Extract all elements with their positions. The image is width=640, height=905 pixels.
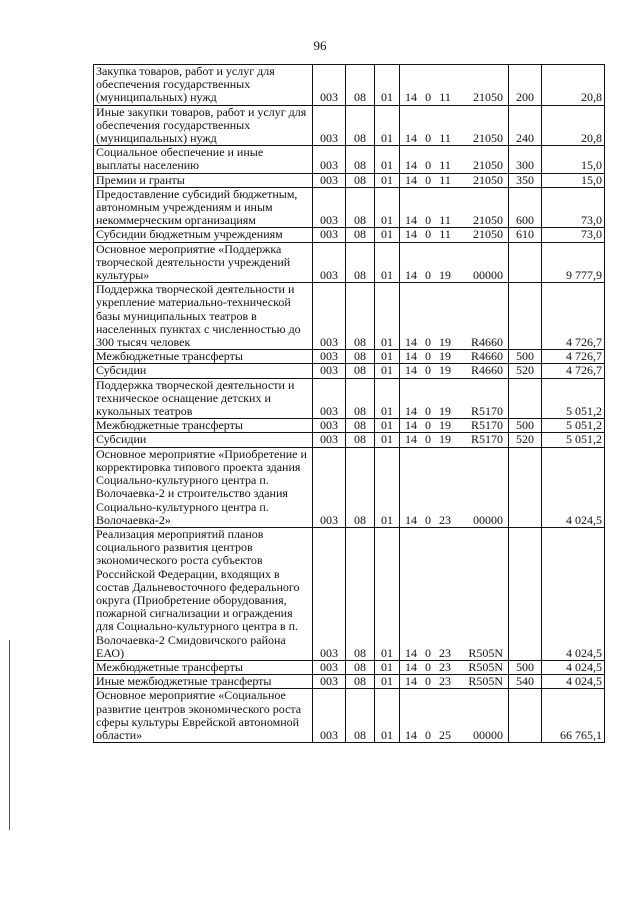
code-part: 14 [405, 432, 417, 447]
code-part: 19 [439, 349, 451, 364]
target-article-cell [400, 242, 509, 283]
razdel-cell: 08 [346, 675, 375, 689]
code-part: R5170 [470, 432, 503, 447]
row-name-cell: Межбюджетные трансферты [94, 350, 313, 364]
table-row [94, 689, 605, 743]
code-part: 21050 [472, 90, 503, 105]
code-part: 14 [405, 349, 417, 364]
target-article-cell [400, 660, 509, 674]
podrazdel-cell: 01 [375, 173, 400, 187]
ved-cell: 003 [313, 419, 346, 433]
row-name-cell: Субсидии бюджетным учреждениям [94, 228, 313, 242]
table-row [94, 364, 605, 378]
sum-cell: 5 051,2 [542, 378, 605, 419]
code-part: R4660 [470, 349, 503, 364]
sum-cell: 20,8 [542, 105, 605, 146]
ved-cell: 003 [313, 283, 346, 350]
expense-type-cell [509, 689, 542, 743]
ved-cell: 003 [313, 527, 346, 660]
sum-cell: 4 726,7 [542, 364, 605, 378]
code-part: 19 [439, 418, 451, 433]
target-article-cell [400, 350, 509, 364]
table-row [94, 173, 605, 187]
ved-cell: 003 [313, 228, 346, 242]
ved-cell: 003 [313, 689, 346, 743]
target-article-cell [400, 675, 509, 689]
code-part: 19 [439, 335, 451, 350]
code-part: 14 [405, 158, 417, 173]
code-part: 11 [439, 131, 451, 146]
razdel-cell: 08 [346, 187, 375, 228]
code-part: 0 [425, 335, 431, 350]
target-article-code [402, 174, 506, 187]
page-number: 96 [313, 38, 327, 53]
sum-cell: 9 777,9 [542, 242, 605, 283]
code-part: 0 [425, 512, 431, 527]
code-part: 00000 [473, 727, 503, 742]
code-part: 0 [425, 172, 432, 187]
razdel-cell: 08 [346, 146, 375, 173]
code-part: 11 [439, 90, 451, 105]
code-part: 0 [425, 349, 431, 364]
table-row [94, 228, 605, 242]
ved-cell: 003 [313, 447, 346, 527]
ved-cell: 003 [313, 173, 346, 187]
razdel-cell: 08 [346, 660, 375, 674]
row-name-cell: Иные закупки товаров, работ и услуг для обеспечения государственных (муниципальных) нужд [94, 105, 313, 146]
target-article-cell [400, 187, 509, 228]
razdel-cell: 08 [346, 378, 375, 419]
podrazdel-cell: 01 [375, 242, 400, 283]
expense-type-cell: 520 [509, 364, 542, 378]
row-name-cell: Основное мероприятие «Социальное развитие центров экономического роста сферы культуры Еврейской автономной области» [94, 689, 313, 743]
target-article-cell [400, 364, 509, 378]
target-article-cell [400, 105, 509, 146]
code-part: 0 [425, 90, 432, 105]
razdel-cell: 08 [346, 228, 375, 242]
code-part: 11 [439, 227, 451, 242]
expense-type-cell: 300 [509, 146, 542, 173]
target-article-code [402, 675, 506, 688]
table-row [94, 419, 605, 433]
code-part: 19 [439, 432, 451, 447]
podrazdel-cell: 01 [375, 527, 400, 660]
code-part: 11 [439, 213, 451, 228]
code-part: R4660 [470, 363, 503, 378]
code-part: 14 [405, 727, 417, 742]
row-name-cell: Социальное обеспечение и иные выплаты населению [94, 146, 313, 173]
table-row [94, 187, 605, 228]
podrazdel-cell: 01 [375, 675, 400, 689]
target-article-cell [400, 65, 509, 106]
sum-cell: 4 024,5 [542, 675, 605, 689]
ved-cell: 003 [313, 675, 346, 689]
target-article-code [402, 214, 506, 227]
razdel-cell: 08 [346, 350, 375, 364]
target-article-code [402, 228, 506, 241]
sum-cell: 5 051,2 [542, 433, 605, 447]
target-article-code [402, 647, 506, 660]
ved-cell: 003 [313, 660, 346, 674]
podrazdel-cell: 01 [375, 378, 400, 419]
code-part: 21050 [472, 213, 503, 228]
row-name-cell: Реализация мероприятий планов социального развития центров экономического роста субъектов Российской Федерации, входящих в состав Дальневосточного федерального округа (Приобретение оборудования, пожарной сигнализации и ограждения для Социально-культурного центра в п. Волочаевка-2 Смидовичского района ЕАО) [94, 527, 313, 660]
margin-line [9, 640, 10, 830]
code-part: 11 [439, 172, 451, 187]
sum-cell: 4 024,5 [542, 527, 605, 660]
sum-cell: 4 024,5 [542, 447, 605, 527]
sum-cell: 4 024,5 [542, 660, 605, 674]
budget-table [93, 64, 605, 743]
target-article-cell [400, 433, 509, 447]
razdel-cell: 08 [346, 689, 375, 743]
target-article-code [402, 514, 506, 527]
target-article-cell [400, 378, 509, 419]
code-part: 14 [405, 213, 417, 228]
razdel-cell: 08 [346, 283, 375, 350]
code-part: 14 [405, 90, 417, 105]
row-name-cell: Закупка товаров, работ и услуг для обеспечения государственных (муниципальных) нужд [94, 65, 313, 106]
expense-type-cell [509, 378, 542, 419]
target-article-code [402, 91, 506, 104]
code-part: 14 [405, 363, 417, 378]
sum-cell: 5 051,2 [542, 419, 605, 433]
code-part: 21050 [472, 172, 503, 187]
code-part: 0 [425, 404, 431, 419]
code-part: 14 [405, 404, 417, 419]
expense-type-cell [509, 527, 542, 660]
expense-type-cell: 600 [509, 187, 542, 228]
row-name-cell: Субсидии [94, 364, 313, 378]
code-part: 19 [439, 404, 451, 419]
ved-cell: 003 [313, 433, 346, 447]
code-part: R505N [468, 674, 503, 689]
podrazdel-cell: 01 [375, 283, 400, 350]
target-article-cell [400, 419, 509, 433]
code-part: 0 [425, 727, 431, 742]
target-article-code [402, 364, 506, 377]
code-part: R5170 [470, 404, 503, 419]
code-part: 14 [405, 172, 417, 187]
expense-type-cell: 200 [509, 65, 542, 106]
razdel-cell: 08 [346, 447, 375, 527]
table-row [94, 65, 605, 106]
target-article-code [402, 269, 506, 282]
expense-type-cell: 500 [509, 350, 542, 364]
podrazdel-cell: 01 [375, 419, 400, 433]
razdel-cell: 08 [346, 242, 375, 283]
expense-type-cell: 500 [509, 419, 542, 433]
podrazdel-cell: 01 [375, 660, 400, 674]
sum-cell: 20,8 [542, 65, 605, 106]
row-name-cell: Межбюджетные трансферты [94, 660, 313, 674]
sum-cell: 73,0 [542, 187, 605, 228]
code-part: 14 [405, 512, 417, 527]
razdel-cell: 08 [346, 419, 375, 433]
target-article-code [402, 336, 506, 349]
row-name-cell: Предоставление субсидий бюджетным, автономным учреждениям и иным некоммерческим организациям [94, 187, 313, 228]
ved-cell: 003 [313, 350, 346, 364]
table-row [94, 378, 605, 419]
code-part: R505N [468, 645, 503, 660]
razdel-cell: 08 [346, 364, 375, 378]
code-part: 0 [425, 213, 432, 228]
target-article-code [402, 419, 506, 432]
podrazdel-cell: 01 [375, 187, 400, 228]
table-row [94, 433, 605, 447]
code-part: 23 [439, 645, 451, 660]
razdel-cell: 08 [346, 105, 375, 146]
razdel-cell: 08 [346, 173, 375, 187]
sum-cell: 66 765,1 [542, 689, 605, 743]
target-article-cell [400, 173, 509, 187]
ved-cell: 003 [313, 146, 346, 173]
target-article-code [402, 159, 506, 172]
code-part: 0 [425, 674, 431, 689]
table-row [94, 447, 605, 527]
code-part: 00000 [473, 512, 503, 527]
code-part: 0 [425, 363, 431, 378]
expense-type-cell: 540 [509, 675, 542, 689]
podrazdel-cell: 01 [375, 433, 400, 447]
row-name-cell: Основное мероприятие «Приобретение и корректировка типового проекта здания Социально-культурного центра п. Волочаевка-2 и строительство здания Социально-культурного центра п. Волочаевка-2» [94, 447, 313, 527]
code-part: R5170 [470, 418, 503, 433]
row-name-cell: Субсидии [94, 433, 313, 447]
razdel-cell: 08 [346, 527, 375, 660]
table-row [94, 283, 605, 350]
target-article-code [402, 661, 506, 674]
expense-type-cell: 350 [509, 173, 542, 187]
sum-cell: 4 726,7 [542, 350, 605, 364]
expense-type-cell [509, 242, 542, 283]
target-article-code [402, 433, 506, 446]
row-name-cell: Основное мероприятие «Поддержка творческой деятельности учреждений культуры» [94, 242, 313, 283]
table-row [94, 527, 605, 660]
code-part: 14 [405, 227, 417, 242]
sum-cell: 4 726,7 [542, 283, 605, 350]
code-part: 19 [439, 363, 451, 378]
razdel-cell: 08 [346, 65, 375, 106]
code-part: 0 [425, 227, 432, 242]
sum-cell: 15,0 [542, 173, 605, 187]
target-article-cell [400, 447, 509, 527]
expense-type-cell: 520 [509, 433, 542, 447]
podrazdel-cell: 01 [375, 65, 400, 106]
table-row [94, 660, 605, 674]
code-part: 14 [405, 131, 417, 146]
podrazdel-cell: 01 [375, 689, 400, 743]
target-article-code [402, 729, 506, 742]
code-part: 0 [425, 268, 431, 283]
podrazdel-cell: 01 [375, 105, 400, 146]
podrazdel-cell: 01 [375, 364, 400, 378]
code-part: 0 [425, 432, 431, 447]
code-part: 21050 [472, 131, 503, 146]
target-article-cell [400, 228, 509, 242]
code-part: 0 [425, 418, 431, 433]
expense-type-cell: 240 [509, 105, 542, 146]
table-row [94, 675, 605, 689]
row-name-cell: Премии и гранты [94, 173, 313, 187]
code-part: 00000 [473, 268, 503, 283]
target-article-code [402, 405, 506, 418]
code-part: 14 [405, 268, 417, 283]
code-part: 14 [405, 418, 417, 433]
ved-cell: 003 [313, 105, 346, 146]
target-article-code [402, 350, 506, 363]
code-part: 0 [425, 659, 431, 674]
code-part: 14 [405, 674, 417, 689]
table-row [94, 105, 605, 146]
podrazdel-cell: 01 [375, 228, 400, 242]
code-part: 21050 [472, 227, 503, 242]
table-row [94, 350, 605, 364]
expense-type-cell [509, 283, 542, 350]
code-part: R4660 [470, 335, 503, 350]
expense-type-cell: 500 [509, 660, 542, 674]
sum-cell: 73,0 [542, 228, 605, 242]
ved-cell: 003 [313, 378, 346, 419]
row-name-cell: Межбюджетные трансферты [94, 419, 313, 433]
ved-cell: 003 [313, 364, 346, 378]
expense-type-cell: 610 [509, 228, 542, 242]
code-part: 0 [425, 645, 431, 660]
code-part: 21050 [472, 158, 503, 173]
ved-cell: 003 [313, 187, 346, 228]
code-part: 23 [439, 659, 451, 674]
target-article-cell [400, 689, 509, 743]
table-row [94, 146, 605, 173]
code-part: 14 [405, 659, 417, 674]
podrazdel-cell: 01 [375, 447, 400, 527]
sum-cell: 15,0 [542, 146, 605, 173]
podrazdel-cell: 01 [375, 350, 400, 364]
target-article-cell [400, 146, 509, 173]
code-part: 19 [439, 268, 451, 283]
razdel-cell: 08 [346, 433, 375, 447]
target-article-cell [400, 283, 509, 350]
row-name-cell: Иные межбюджетные трансферты [94, 675, 313, 689]
code-part: 23 [439, 512, 451, 527]
expense-type-cell [509, 447, 542, 527]
ved-cell: 003 [313, 65, 346, 106]
code-part: 14 [405, 645, 417, 660]
code-part: 0 [425, 131, 432, 146]
podrazdel-cell: 01 [375, 146, 400, 173]
target-article-code [402, 132, 506, 145]
code-part: 11 [439, 158, 451, 173]
code-part: R505N [468, 659, 503, 674]
code-part: 0 [425, 158, 432, 173]
target-article-cell [400, 527, 509, 660]
code-part: 14 [405, 335, 417, 350]
row-name-cell: Поддержка творческой деятельности и укрепление материально-технической базы муниципальных театров в населенных пунктах с численностью до 300 тысяч человек [94, 283, 313, 350]
code-part: 25 [439, 727, 451, 742]
row-name-cell: Поддержка творческой деятельности и техническое оснащение детских и кукольных театров [94, 378, 313, 419]
ved-cell: 003 [313, 242, 346, 283]
code-part: 23 [439, 674, 451, 689]
table-row [94, 242, 605, 283]
